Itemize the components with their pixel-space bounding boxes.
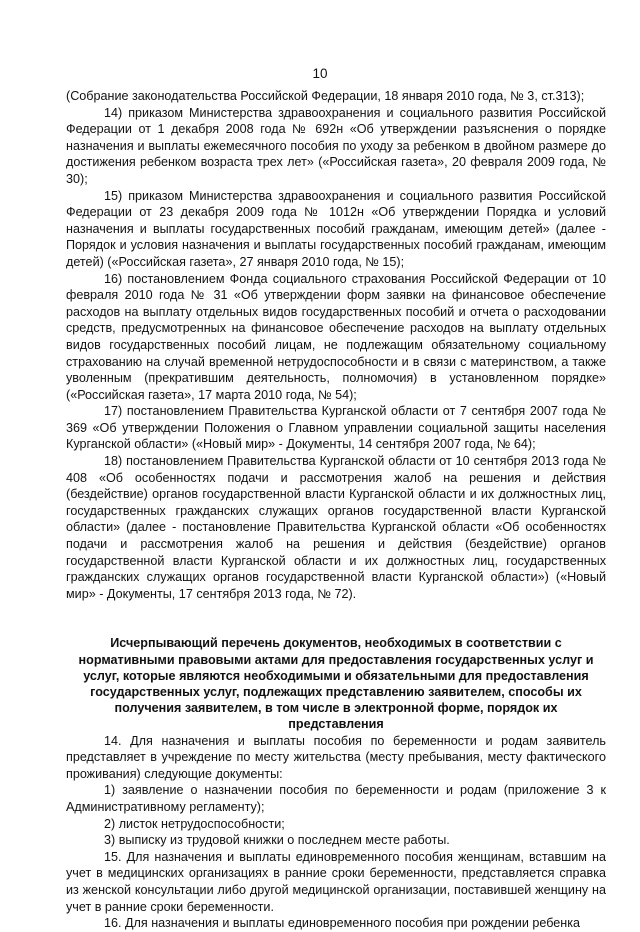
page-number: 10	[312, 66, 328, 81]
list-item-application: 1) заявление о назначении пособия по беременности и родам (приложение 3 к Административному регламенту);	[66, 783, 606, 814]
section-heading: Исчерпывающий перечень документов, необходимых в соответствии с нормативными правовыми актами для предоставления государственных услуг и услуг, которые являются необходимыми и обязательными для предоставления государственных услуг, подлежащих представлению заявителем, способы их получения заявителем, в том числе в электронной форме, порядок их представления	[78, 636, 594, 732]
list-item-sick-leave: 2) листок нетрудоспособности;	[104, 816, 285, 831]
paragraph-item-16: 16) постановлением Фонда социального страхования Российской Федерации от 10 февраля 2010 года № 31 «Об утверждении форм заявки на финансовое обеспечение расходов на выплату отдельных видов государственных пособий и отчета о расходовании средств, предусмотренных на финансовое обеспечение расходов на выплату отдельных видов государственных пособий лицам, не подлежащим обязательному социальному страхованию на случай временной нетрудоспособности и в связи с материнством, а также уволенным (прекратившим деятельность, полномочия) в установленном порядке» («Российская газета», 17 марта 2010 года, № 54);	[66, 271, 606, 402]
paragraph-clause-14: 14. Для назначения и выплаты пособия по беременности и родам заявитель представляет в учреждение по месту жительства (месту пребывания, месту фактического проживания) следующие документы:	[66, 733, 606, 781]
document-body	[66, 88, 606, 932]
paragraph-item-17: 17) постановлением Правительства Курганской области от 7 сентября 2007 года № 369 «Об утверждении Положения о Главном управлении социальной защиты населения Курганской области» («Новый мир» - Документы, 14 сентября 2007 года, № 64);	[66, 404, 606, 452]
paragraph-clause-15: 15. Для назначения и выплаты единовременного пособия женщинам, вставшим на учет в медицинских организациях в ранние сроки беременности, представляется справка из женской консультации либо другой медицинской организации, поставившей женщину на учет в ранние сроки беременности.	[66, 849, 606, 914]
paragraph-clause-16: 16. Для назначения и выплаты единовременного пособия при рождении ребенка	[104, 916, 581, 931]
paragraph-item-18: 18) постановлением Правительства Курганской области от 10 сентября 2013 года № 408 «Об особенностях подачи и рассмотрения жалоб на решения и действия (бездействие) органов государственной власти Курганской области и их должностных лиц, государственных гражданских служащих органов государственной власти Курганской области» (далее - постановление Правительства Курганской области «Об особенностях подачи и рассмотрения жалоб на решения и действия (бездействие) органов государственной власти Курганской области и их должностных лиц, государственных гражданских служащих органов государственной власти Курганской области») («Новый мир» - Документы, 17 сентября 2013 года, № 72).	[66, 454, 606, 601]
list-item-employment-record: 3) выписку из трудовой книжки о последнем месте работы.	[104, 833, 450, 848]
paragraph-citation-continuation: (Собрание законодательства Российской Федерации, 18 января 2010 года, № 3, ст.313);	[66, 89, 585, 103]
paragraph-item-15: 15) приказом Министерства здравоохранения и социального развития Российской Федерации от 23 декабря 2009 года № 1012н «Об утверждении Порядка и условий назначения и выплаты государственных пособий гражданам, имеющим детей» (далее - Порядок и условия назначения и выплаты государственных пособий гражданам, имеющим детей) («Российская газета», 27 января 2010 года, № 15);	[66, 188, 606, 269]
paragraph-item-14: 14) приказом Министерства здравоохранения и социального развития Российской Федерации от 1 декабря 2008 года № 692н «Об утверждении разъяснения о порядке назначения и выплаты ежемесячного пособия по уходу за ребенком в двойном размере до достижения ребенком возраста трех лет» («Российская газета», 20 февраля 2009 года, № 30);	[66, 105, 606, 186]
